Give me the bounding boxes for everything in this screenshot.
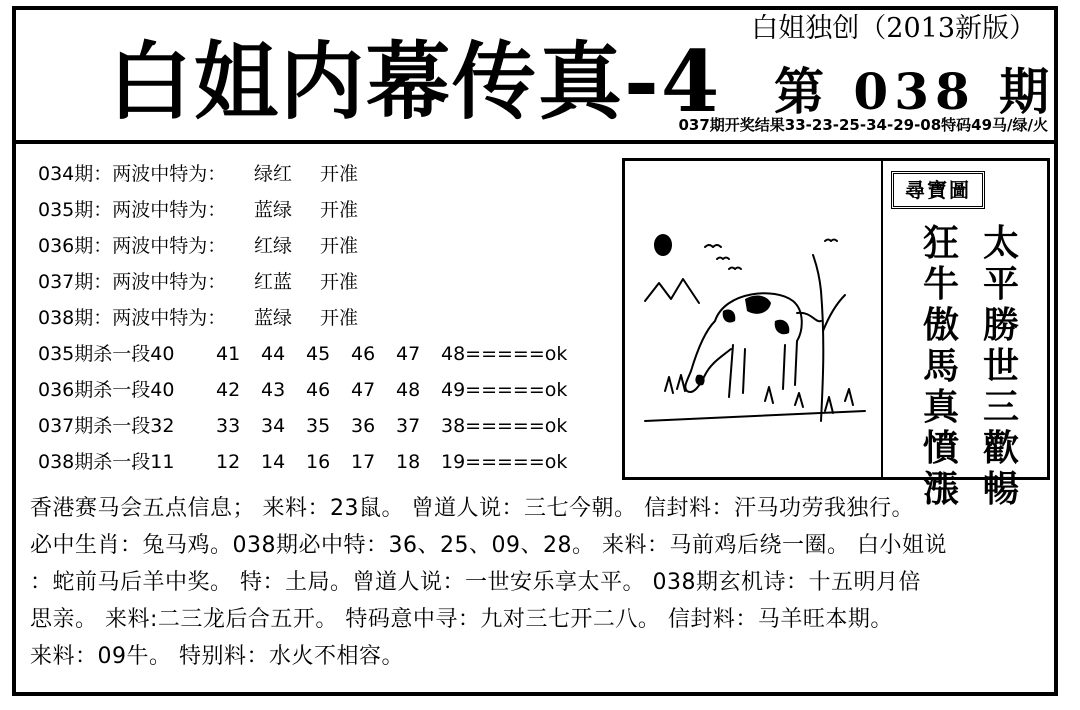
wave-label: 035期：两波中特为： [38, 199, 227, 221]
info-paragraph [30, 490, 1058, 675]
ox-spot-mark [745, 296, 771, 314]
kill-line [38, 408, 618, 444]
header-divider [16, 140, 1054, 144]
kill-number: 45 [306, 343, 331, 365]
mountain-mark [645, 279, 699, 303]
treasure-map-label: 尋寶圖 [891, 171, 985, 209]
wave-line [38, 264, 618, 300]
page-frame [12, 6, 1058, 696]
wave-label: 037期：两波中特为： [38, 271, 227, 293]
wave-label: 034期：两波中特为： [38, 163, 227, 185]
ox-spot-mark [723, 309, 736, 322]
page-title: 白姐内幕传真-4 [108, 32, 722, 131]
bird-mark [729, 268, 741, 270]
grazing-ox-illustration [625, 161, 881, 477]
kill-number: 46 [306, 379, 331, 401]
ox-drawing [625, 161, 881, 477]
kill-number: 42 [216, 379, 241, 401]
wave-line [38, 228, 618, 264]
kill-tail: 49=====ok [441, 379, 568, 401]
kill-number: 35 [306, 415, 331, 437]
kill-number: 44 [261, 343, 286, 365]
kill-prefix: 038期杀一段11 [38, 451, 175, 473]
bird-mark [825, 240, 837, 242]
header [16, 10, 1054, 146]
wave-status: 开准 [320, 163, 359, 185]
kill-number: 37 [396, 415, 421, 437]
kill-number: 34 [261, 415, 286, 437]
picture-divider [881, 161, 883, 477]
kill-number: 16 [306, 451, 331, 473]
poem-right-column: 太平勝世三歡暢 [982, 222, 1019, 510]
wave-value: 蓝绿 [254, 307, 293, 329]
kill-line [38, 444, 618, 480]
kill-tail: 38=====ok [441, 415, 568, 437]
paragraph-line: 必中生肖：兔马鸡。038期必中特：36、25、09、28。 来料：马前鸡后绕一圈。 白小姐说 [30, 533, 947, 558]
kill-number: 47 [396, 343, 421, 365]
paragraph-line: 香港赛马会五点信息； 来料：23鼠。 曾道人说：三七今朝。 信封料：汗马功劳我独行。 [30, 496, 914, 521]
wave-status: 开准 [320, 199, 359, 221]
wave-line [38, 192, 618, 228]
ground-mark [645, 411, 865, 421]
ox-head-mark [695, 375, 704, 386]
previous-result: 037期开奖结果33-23-25-34-29-08特码49马/绿/火 [678, 116, 1048, 134]
paragraph-line: 思亲。 来料:二三龙后合五开。 特码意中寻：九对三七开二八。 信封料：马羊旺本期。 [30, 607, 893, 632]
poem-left-column: 狂牛傲馬真憤漲 [922, 222, 959, 510]
kill-number: 43 [261, 379, 286, 401]
kill-number: 41 [216, 343, 241, 365]
wave-line [38, 300, 618, 336]
kill-number: 46 [351, 343, 376, 365]
wave-value: 红绿 [254, 235, 293, 257]
kill-number: 33 [216, 415, 241, 437]
brand-label: 白姐独创（2013新版） [751, 13, 1036, 44]
kill-number: 36 [351, 415, 376, 437]
grass-mark [665, 375, 853, 413]
bird-mark [705, 245, 721, 247]
kill-line [38, 372, 618, 408]
wave-value: 蓝绿 [254, 199, 293, 221]
wave-line [38, 156, 618, 192]
ox-spot-mark [775, 320, 790, 335]
kill-prefix: 037期杀一段32 [38, 415, 175, 437]
wave-status: 开准 [320, 307, 359, 329]
kill-prefix: 035期杀一段40 [38, 343, 175, 365]
kill-tail: 48=====ok [441, 343, 568, 365]
kill-number: 12 [216, 451, 241, 473]
kill-prefix: 036期杀一段40 [38, 379, 175, 401]
wave-label: 038期：两波中特为： [38, 307, 227, 329]
treasure-picture-box [622, 158, 1050, 510]
wave-status: 开准 [320, 271, 359, 293]
wave-value: 绿红 [254, 163, 293, 185]
wave-value: 红蓝 [254, 271, 293, 293]
kill-number: 14 [261, 451, 286, 473]
bird-mark [717, 258, 729, 260]
kill-line [38, 336, 618, 372]
paragraph-line: ：蛇前马后羊中奖。 特：土局。曾道人说：一世安乐享太平。 038期玄机诗：十五明月倍 [30, 570, 921, 595]
kill-number: 18 [396, 451, 421, 473]
kill-number: 48 [396, 379, 421, 401]
moon-mark [655, 235, 671, 255]
kill-number: 17 [351, 451, 376, 473]
issue-number: 第 038 期 [774, 62, 1056, 121]
paragraph-line: 来料：09牛。 特别料：水火不相容。 [30, 644, 404, 669]
wave-label: 036期：两波中特为： [38, 235, 227, 257]
prediction-lines [38, 156, 618, 480]
kill-number: 47 [351, 379, 376, 401]
kill-tail: 19=====ok [441, 451, 568, 473]
wave-status: 开准 [320, 235, 359, 257]
